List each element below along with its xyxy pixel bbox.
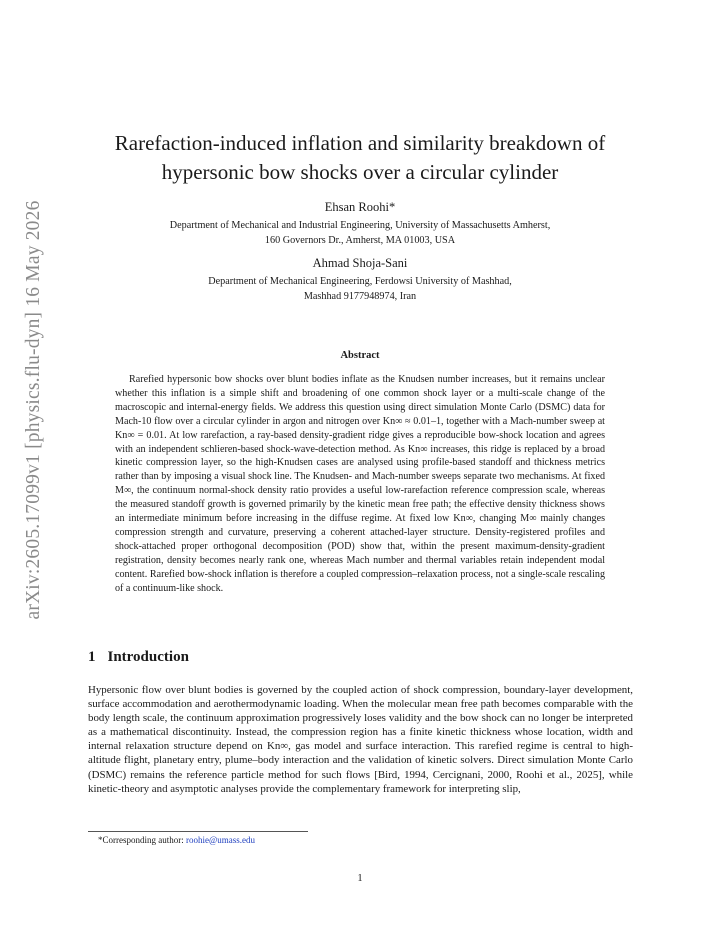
author-affiliation: [100, 274, 620, 304]
section-number: 1: [88, 649, 96, 665]
abstract-heading: Abstract: [340, 350, 380, 361]
footnote-label: *Corresponding author:: [98, 835, 186, 845]
affiliation-line: 160 Governors Dr., Amherst, MA 01003, USA: [264, 235, 456, 246]
arxiv-identifier[interactable]: arXiv:2605.17099v1 [physics.flu-dyn] 16 May 2026: [23, 200, 44, 620]
affiliation-line: Department of Mechanical Engineering, Ferdowsi University of Mashhad,: [208, 276, 512, 287]
author-name: Ehsan Roohi*: [324, 200, 396, 214]
arxiv-stamp: [14, 120, 54, 700]
title-line-1: Rarefaction-induced inflation and similarity breakdown of: [114, 131, 606, 155]
introduction-text: Hypersonic flow over blunt bodies is governed by the coupled action of shock compression, boundary-layer development, surface accommodation and aerothermodynamic loading. When the molecular mean free path becomes comparable with the body length scale, the continuum approximation progressively loses validity and the bow shock can no longer be interpreted as a mathematical discontinuity. Instead, the compression region has a finite kinetic thickness whose location, width and internal relaxation structure depend on Kn∞, gas model and surface interaction. This rarefied regime is central to high-altitude flight, planetary entry, plume–body interaction and the validation of kinetic solvers. Direct simulation Monte Carlo (DSMC) remains the reference particle method for such flows [Bird, 1994, Cercignani, 2000, Roohi et al., 2025], while kinetic-theory and asymptotic analyses provide the complementary framework for interpreting slip,: [88, 684, 633, 795]
paper-title: [100, 129, 620, 187]
section-title: Introduction: [107, 649, 189, 665]
footnote-divider: [88, 831, 308, 832]
section-heading: [88, 649, 189, 666]
author-name: Ahmad Shoja-Sani: [312, 256, 408, 270]
affiliation-line: Department of Mechanical and Industrial Engineering, University of Massachusetts Amherst,: [169, 220, 551, 231]
author-affiliation: [100, 218, 620, 248]
author-email-link[interactable]: roohie@umass.edu: [186, 835, 256, 845]
footnote: [98, 835, 255, 845]
page-number: 1: [357, 873, 363, 884]
title-line-2: hypersonic bow shocks over a circular cylinder: [161, 160, 559, 184]
abstract-text: Rarefied hypersonic bow shocks over blunt bodies inflate as the Knudsen number increases, but it remains unclear whether this inflation is a simple shift and broadening of one common shock layer or a multi-scale change of the macroscopic and internal-energy fields. We address this question using direct simulation Monte Carlo (DSMC) data for Mach-10 flow over a circular cylinder in argon and nitrogen over Kn∞ ≈ 0.01–1, together with a Mach-number sweep at Kn∞ = 0.01. At low rarefaction, a ray-based density-gradient ridge gives a reproducible bow-shock location and agrees with an independent schlieren-based shock-wave-detection method. As Kn∞ increases, this ridge is replaced by a broad kinetic compression layer, so the high-Knudsen cases are analysed using profile-based standoff and thickness metrics rather than by imposing a visual shock line. The Knudsen- and Mach-number sweeps separate two mechanisms. At fixed M∞, the continuum normal-shock density ratio provides a useful low-rarefaction reference compression scale, whereas the measured standoff growth is governed primarily by the kinetic mean free path; the effective density thickness shows an intermediate minimum before increasing in the diffuse regime. At fixed low Kn∞, changing M∞ mainly changes compression strength and curvature, preserving a coherent attached-layer structure. Density-registered profiles and shock-attached proper orthogonal decomposition (POD) show that, within the present maximum-density-gradient registration, density becomes nearly rank one, whereas Mach number and thermal variables retain independent modal content. Rarefied bow-shock inflation is therefore a coupled compression–relaxation process, not a single-scale rescaling of a continuum-like shock.: [115, 374, 605, 594]
affiliation-line: Mashhad 9177948974, Iran: [303, 291, 417, 302]
